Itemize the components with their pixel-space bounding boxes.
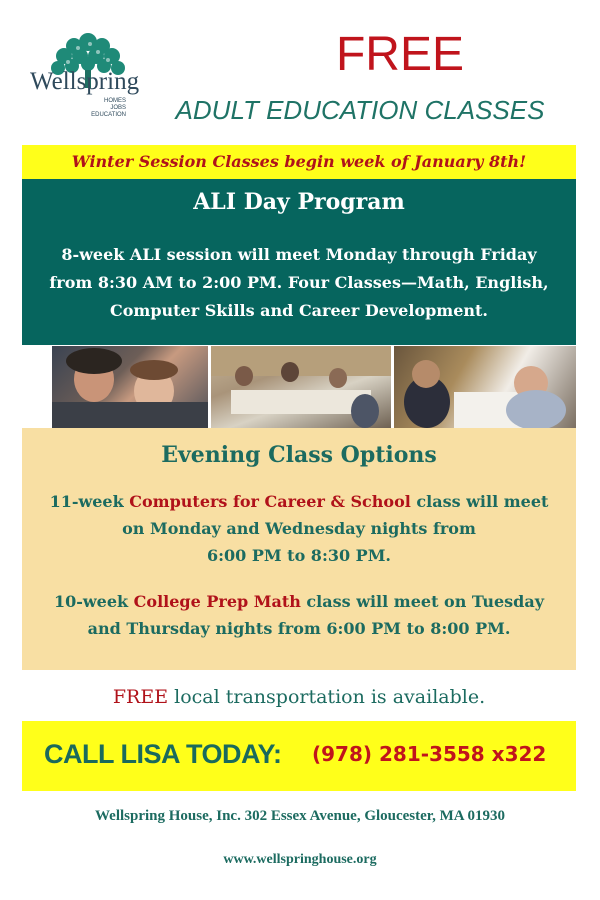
computers-class-suffix: class will meet [410,492,549,511]
call-banner [22,721,576,791]
classroom-photo-3 [394,346,576,428]
math-class-suffix: class will meet on Tuesday [300,592,545,611]
logo-tagline-education: EDUCATION [91,112,126,118]
computers-class-paragraph [28,488,570,569]
computers-class-name: Computers for Career & School [129,492,411,511]
classroom-photo-1 [52,346,208,428]
adult-education-heading: ADULT EDUCATION CLASSES [175,95,545,125]
ali-line-1: 8-week ALI session will meet Monday through Friday [61,245,537,264]
classroom-photo-2 [211,346,391,428]
classroom-photo-strip [52,346,576,428]
computers-class-prefix: 11-week [49,492,130,511]
transport-text: local transportation is available. [168,686,486,708]
math-class-line-1 [28,588,570,615]
ali-heading: ALI Day Program [193,189,405,215]
evening-class-options-section [22,428,576,670]
math-class-name: College Prep Math [133,592,301,611]
logo-tagline-jobs: JOBS [110,105,126,111]
math-class-line-2: and Thursday nights from 6:00 PM to 8:00 PM. [87,619,511,638]
logo-wordmark: Wellspring [30,68,140,95]
ali-line-3: Computer Skills and Career Development. [110,301,488,320]
math-class-prefix: 10-week [53,592,134,611]
math-class-paragraph [28,588,570,642]
ali-line-2: from 8:30 AM to 2:00 PM. Four Classes—Math, English, [49,273,549,292]
footer-address: Wellspring House, Inc. 302 Essex Avenue, Gloucester, MA 01930 [94,808,505,824]
computers-class-line-3: 6:00 PM to 8:30 PM. [206,546,391,565]
footer-website-link[interactable]: www.wellspringhouse.org [223,852,377,867]
winter-session-banner [22,145,576,179]
transport-free-label: FREE [112,686,169,708]
computers-class-line-1 [28,488,570,515]
free-heading: FREE [335,28,464,81]
transportation-note [22,686,576,708]
logo-tagline-homes: HOMES [103,98,126,104]
call-lisa-label: CALL LISA TODAY: [44,739,282,769]
computers-class-line-2: on Monday and Wednesday nights from [122,519,476,538]
ali-day-program-section [22,179,576,345]
ali-description [30,241,568,325]
phone-number[interactable]: (978) 281-3558 x322 [312,742,547,766]
winter-session-text: Winter Session Classes begin week of January 8th! [71,152,527,171]
evening-heading: Evening Class Options [161,442,437,468]
